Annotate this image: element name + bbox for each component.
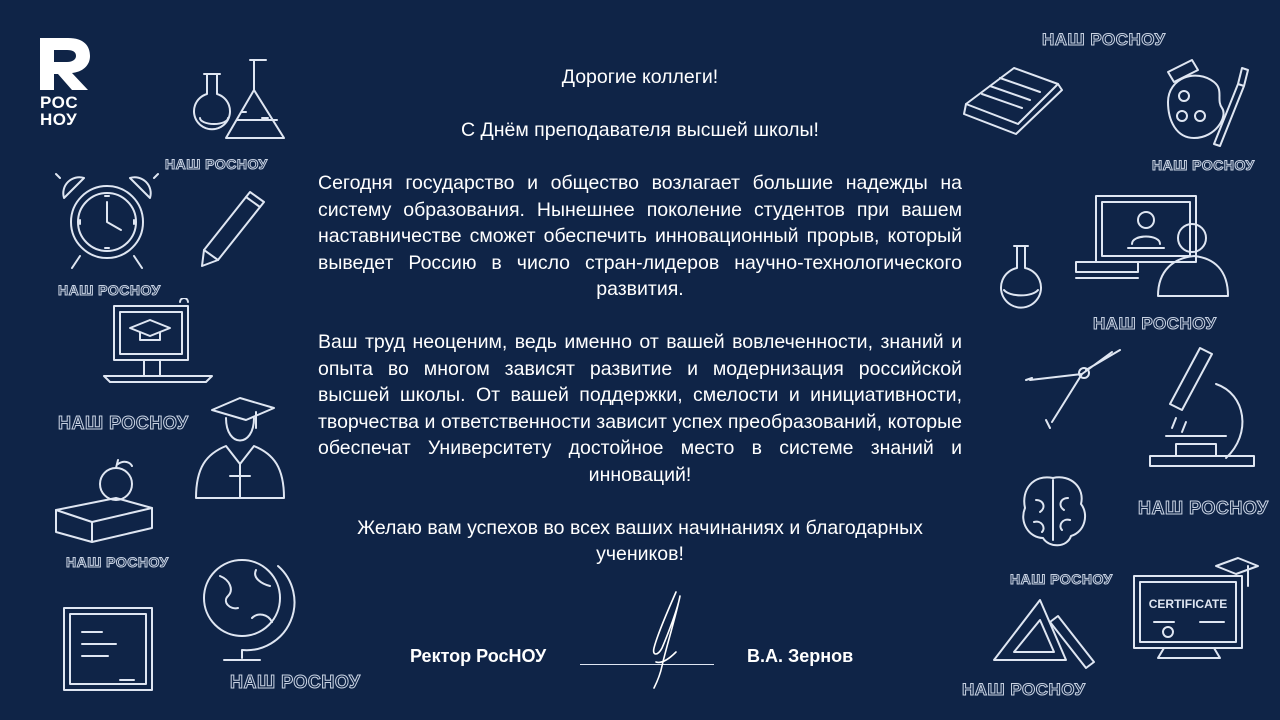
- watermark-2: НАШ РОСНОУ: [58, 282, 161, 298]
- round-flask-icon: [994, 240, 1050, 314]
- letter-occasion: С Днём преподавателя высшей школы!: [461, 119, 819, 141]
- watermark-7: НАШ РОСНОУ: [1152, 157, 1255, 173]
- paint-palette-icon: [1154, 54, 1254, 154]
- signature-title: Ректор РосНОУ: [410, 646, 547, 666]
- computer-graduation-icon: [100, 298, 214, 386]
- watermark-1: НАШ РОСНОУ: [165, 156, 268, 172]
- compass-icon: [1022, 346, 1126, 430]
- watermark-5: НАШ РОСНОУ: [230, 672, 361, 692]
- video-lesson-icon: [1072, 188, 1232, 298]
- watermark-4: НАШ РОСНОУ: [66, 554, 169, 570]
- microscope-icon: [1146, 344, 1256, 476]
- watermark-9: НАШ РОСНОУ: [1138, 498, 1269, 518]
- greeting-letter: [300, 64, 980, 568]
- set-square-icon: [990, 596, 1096, 672]
- globe-icon: [196, 552, 296, 664]
- watermark-8: НАШ РОСНОУ: [1093, 314, 1217, 333]
- watermark-10: НАШ РОСНОУ: [1010, 571, 1113, 587]
- watermark-6: НАШ РОСНОУ: [1042, 30, 1166, 49]
- letter-greeting: Дорогие коллеги!: [561, 66, 719, 88]
- graduate-icon: [190, 388, 292, 504]
- book-apple-icon: [48, 456, 160, 548]
- brain-icon: [1018, 470, 1088, 560]
- certificate-icon: [1130, 556, 1260, 666]
- letter-paragraph-2: Ваш труд неоценим, ведь именно от вашей вовлеченности, знаний и опыта во многом зависят развитие и модернизация российской высшей школы. От вашей поддержки, смелости и инициативности, творчества и ответственности зависит успех преобразований, которые обеспечат Университету достойное место в системе знаний и инноваций!: [318, 331, 962, 486]
- chalkboard-icon: [60, 604, 156, 694]
- logo-line-1: РОС: [40, 93, 79, 112]
- certificate-text: CERTIFICATE: [1148, 597, 1228, 611]
- flask-icon: [192, 56, 292, 146]
- signature-name: В.А. Зернов: [747, 646, 854, 666]
- alarm-clock-icon: [52, 166, 162, 272]
- pencil-icon: [190, 180, 270, 270]
- logo-line-2: НОУ: [40, 110, 78, 129]
- handwritten-signature: [630, 586, 690, 694]
- watermark-3: НАШ РОСНОУ: [58, 413, 189, 433]
- logo-r-icon: [38, 36, 92, 92]
- letter-paragraph-3: Желаю вам успехов во всех ваших начинаниях и благодарных учеников!: [357, 516, 923, 565]
- letter-paragraph-1: Сегодня государство и общество возлагает большие надежды на систему образования. Нынешнее поколение студентов при вашем наставничестве сможет обеспечить инновационный прорыв, который выведет Россию в число стран-лидеров научно-технологического развития.: [318, 172, 962, 300]
- watermark-11: НАШ РОСНОУ: [962, 680, 1086, 699]
